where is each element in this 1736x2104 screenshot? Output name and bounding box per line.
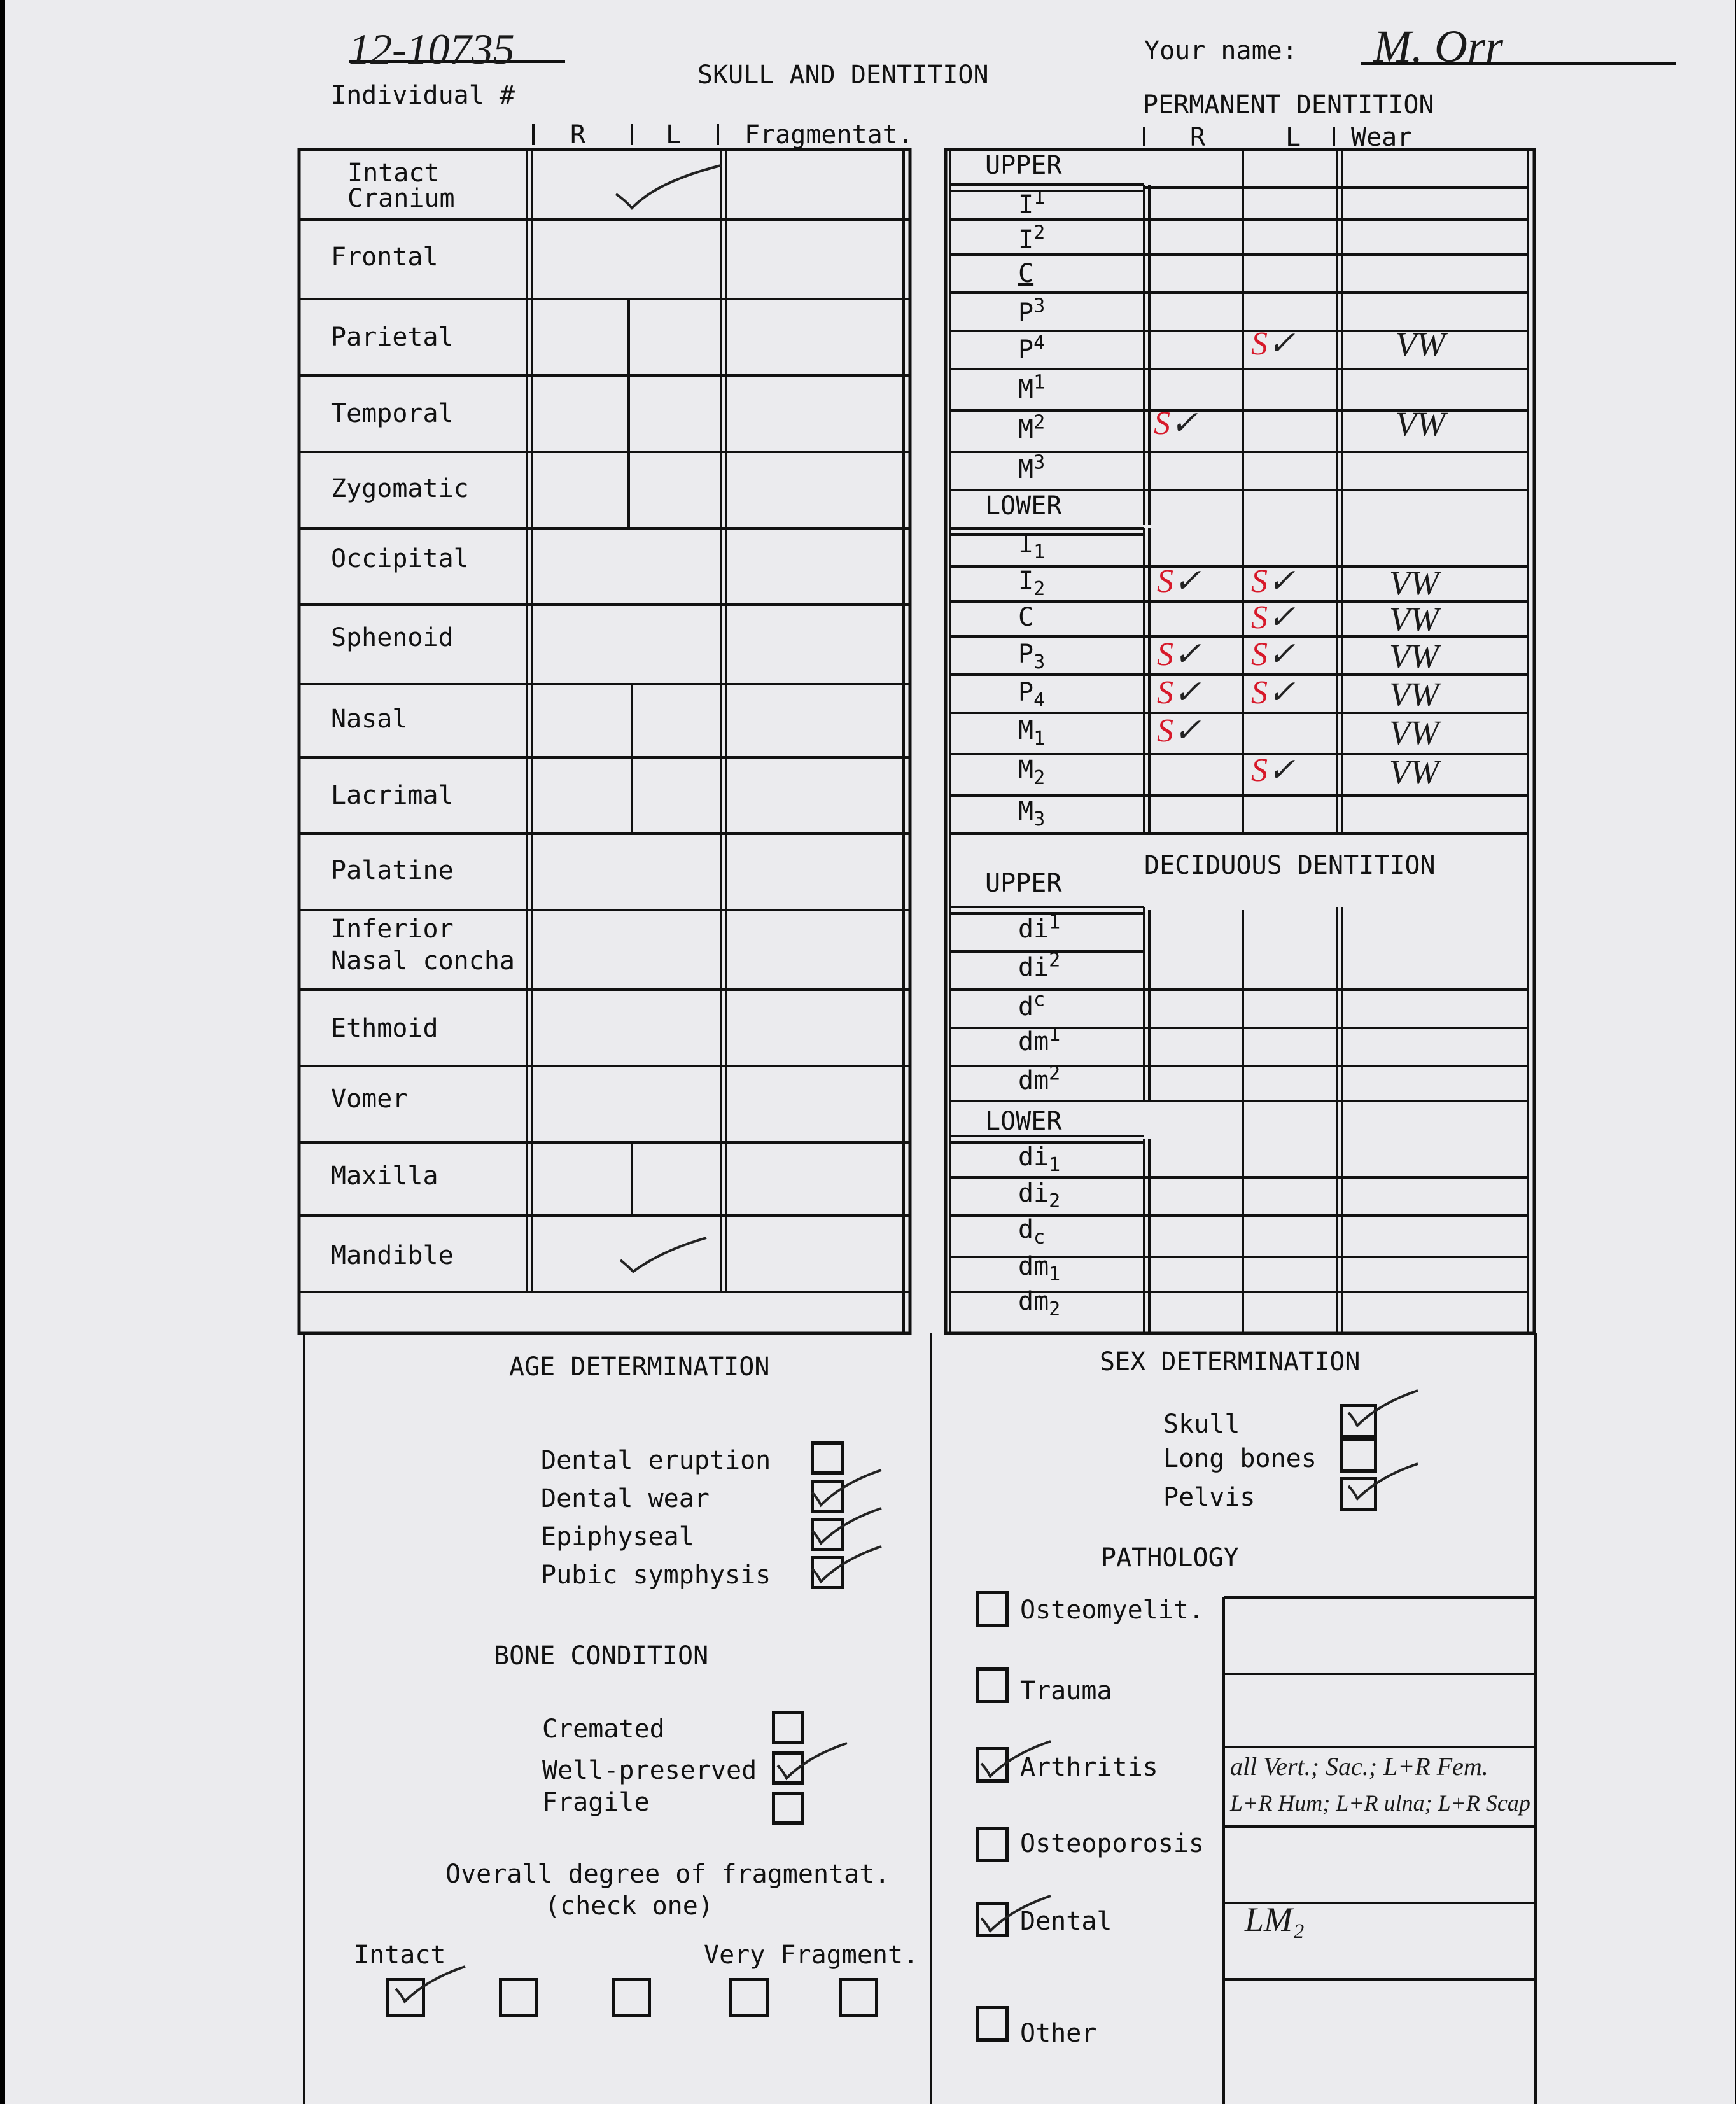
age-determination-title: AGE DETERMINATION — [509, 1352, 770, 1382]
sex-determination-title: SEX DETERMINATION — [1100, 1347, 1361, 1377]
skull-row-parietal: Parietal — [331, 323, 454, 352]
skull-row-occipital: Occipital — [331, 544, 469, 573]
decid-lower-tooth-0: $di_1$ — [1018, 1142, 1061, 1176]
intact-label: Intact — [354, 1940, 446, 1970]
fragmentation-scale-box-1[interactable] — [499, 1978, 538, 2017]
skull-row-temporal: Temporal — [331, 399, 454, 428]
perm-lower-wear-6: VW — [1389, 753, 1439, 791]
skull-row-palatine: Palatine — [331, 856, 454, 885]
skull-col-frag: Fragmentat. — [745, 120, 913, 150]
fragmentation-scale-box-2[interactable] — [612, 1978, 651, 2017]
perm-upper-tooth-5: $M^1$ — [1018, 371, 1046, 404]
age-item-checkbox-3[interactable] — [811, 1556, 844, 1589]
pathology-item-label-1: Trauma — [1020, 1676, 1112, 1706]
form-sheet — [5, 0, 1735, 2104]
overall-fragmentation-line2: (check one) — [545, 1891, 713, 1921]
pathology-item-label-5: Other — [1020, 2019, 1097, 2048]
perm-lower-r-mark-5: S✓ — [1157, 713, 1201, 749]
skull-row-vomer: Vomer — [331, 1084, 408, 1114]
age-item-label-3: Pubic symphysis — [541, 1560, 771, 1590]
age-item-label-0: Dental eruption — [541, 1446, 771, 1475]
dent-col-wear: Wear — [1351, 123, 1413, 152]
perm-lower-r-mark-3: S✓ — [1157, 636, 1201, 673]
perm-upper-l-mark-4: S✓ — [1251, 326, 1296, 362]
perm-upper-tooth-2: C — [1018, 259, 1034, 288]
skull-row-inferior-nasal-concha-2: Nasal concha — [331, 946, 515, 976]
skull-col-r: R — [570, 120, 586, 150]
perm-lower-tooth-0: $I_1$ — [1018, 530, 1046, 563]
perm-lower-l-mark-2: S✓ — [1251, 600, 1296, 636]
individual-number-value: 12-10735 — [349, 25, 515, 73]
perm-upper-tooth-0: $I^1$ — [1018, 186, 1046, 220]
perm-lower-tooth-4: $P_4$ — [1018, 678, 1046, 712]
decid-upper-tooth-3: $dm^1$ — [1018, 1023, 1061, 1056]
bone-condition-title: BONE CONDITION — [494, 1641, 709, 1671]
skull-row-intact-cranium: Intact — [347, 158, 440, 188]
bone-item-checkbox-2[interactable] — [772, 1792, 804, 1825]
age-item-checkbox-1[interactable] — [811, 1480, 844, 1513]
decid-lower-label: LOWER — [985, 1107, 1062, 1136]
sex-item-label-0: Skull — [1163, 1410, 1240, 1439]
pathology-item-checkbox-4[interactable] — [976, 1902, 1009, 1937]
perm-lower-tooth-1: $I_2$ — [1018, 566, 1046, 600]
pathology-item-checkbox-2[interactable] — [976, 1747, 1009, 1783]
fragmentation-scale-box-4[interactable] — [839, 1978, 878, 2017]
sex-item-label-1: Long bones — [1163, 1444, 1317, 1473]
decid-upper-tooth-0: $di^1$ — [1018, 911, 1061, 944]
permanent-dentition-title: PERMANENT DENTITION — [1143, 90, 1434, 120]
decid-upper-tooth-1: $di^2$ — [1018, 949, 1061, 982]
decid-lower-tooth-3: $dm_1$ — [1018, 1252, 1061, 1286]
form-grid-lines — [5, 0, 1735, 2104]
perm-lower-wear-2: VW — [1389, 600, 1439, 638]
perm-upper-tooth-7: $M^3$ — [1018, 451, 1046, 484]
perm-lower-wear-5: VW — [1389, 713, 1439, 752]
pathology-title: PATHOLOGY — [1101, 1543, 1239, 1573]
pathology-item-checkbox-0[interactable] — [976, 1591, 1009, 1627]
fragmentation-scale-box-0[interactable] — [386, 1978, 425, 2017]
perm-lower-tooth-5: $M_1$ — [1018, 716, 1046, 750]
pathology-item-checkbox-1[interactable] — [976, 1667, 1009, 1703]
perm-upper-tooth-6: $M^2$ — [1018, 411, 1046, 444]
skull-row-ethmoid: Ethmoid — [331, 1014, 438, 1043]
perm-lower-l-mark-6: S✓ — [1251, 752, 1296, 789]
deciduous-dentition-title: DECIDUOUS DENTITION — [1144, 851, 1436, 880]
your-name-label: Your name: — [1144, 36, 1298, 66]
individual-number-label: Individual # — [331, 81, 515, 110]
decid-lower-tooth-4: $dm_2$ — [1018, 1287, 1061, 1321]
skull-row-inferior-nasal-concha: Inferior — [331, 915, 454, 944]
perm-upper-tooth-3: $P^3$ — [1018, 295, 1046, 328]
bone-item-checkbox-0[interactable] — [772, 1711, 804, 1744]
perm-upper-label: UPPER — [985, 151, 1062, 180]
perm-lower-tooth-6: $M_2$ — [1018, 755, 1046, 789]
perm-lower-label: LOWER — [985, 491, 1062, 521]
decid-lower-tooth-1: $di_2$ — [1018, 1179, 1061, 1212]
perm-lower-wear-1: VW — [1389, 564, 1439, 602]
decid-upper-tooth-4: $dm^2$ — [1018, 1062, 1061, 1095]
perm-lower-tooth-3: $P_3$ — [1018, 640, 1046, 673]
decid-lower-tooth-2: $d_c$ — [1018, 1215, 1046, 1249]
your-name-value: M. Orr — [1373, 21, 1504, 72]
age-item-checkbox-2[interactable] — [811, 1518, 844, 1551]
sex-item-checkbox-0[interactable] — [1340, 1404, 1377, 1438]
very-fragment-label: Very Fragment. — [704, 1940, 919, 1970]
form-title: SKULL AND DENTITION — [697, 60, 989, 90]
pathology-item-label-2: Arthritis — [1020, 1753, 1158, 1782]
skull-row-nasal: Nasal — [331, 705, 408, 734]
bone-item-label-2: Fragile — [542, 1788, 650, 1817]
perm-upper-wear-4: VW — [1396, 325, 1445, 363]
dent-col-r: R — [1190, 123, 1206, 152]
sex-item-checkbox-2[interactable] — [1340, 1477, 1377, 1511]
perm-lower-l-mark-4: S✓ — [1251, 675, 1296, 711]
pathology-item-checkbox-3[interactable] — [976, 1827, 1009, 1862]
perm-lower-l-mark-3: S✓ — [1251, 636, 1296, 673]
skull-row-frontal: Frontal — [331, 242, 438, 272]
decid-upper-label: UPPER — [985, 869, 1062, 898]
overall-fragmentation-line1: Overall degree of fragmentat. — [445, 1860, 890, 1889]
perm-upper-wear-6: VW — [1396, 405, 1445, 443]
dent-col-l: L — [1285, 123, 1301, 152]
skull-row-maxilla: Maxilla — [331, 1161, 438, 1191]
bone-item-checkbox-1[interactable] — [772, 1751, 804, 1785]
perm-lower-l-mark-1: S✓ — [1251, 563, 1296, 600]
pathology-arthritis-note: all Vert.; Sac.; L+R Fem. — [1230, 1752, 1488, 1781]
perm-upper-tooth-1: $I^2$ — [1018, 221, 1046, 255]
skull-row-zygomatic: Zygomatic — [331, 474, 469, 503]
fragmentation-scale-box-3[interactable] — [729, 1978, 769, 2017]
perm-lower-tooth-7: $M_3$ — [1018, 797, 1046, 831]
pathology-item-label-3: Osteoporosis — [1020, 1829, 1204, 1858]
skull-row-intact-cranium-2: Cranium — [347, 184, 455, 213]
perm-upper-r-mark-6: S✓ — [1154, 405, 1198, 442]
pathology-arthritis-note-2: L+R Hum; L+R ulna; L+R Scap — [1230, 1790, 1530, 1816]
perm-lower-tooth-2: $\overline{C}$ — [1018, 603, 1034, 632]
bone-item-label-1: Well-preserved — [542, 1756, 757, 1785]
age-item-label-1: Dental wear — [541, 1484, 710, 1513]
pathology-item-checkbox-5[interactable] — [976, 2006, 1009, 2042]
perm-upper-tooth-4: $P^4$ — [1018, 332, 1046, 365]
age-item-checkbox-0[interactable] — [811, 1441, 844, 1475]
pathology-item-label-0: Osteomyelit. — [1020, 1596, 1204, 1625]
perm-lower-r-mark-1: S✓ — [1157, 563, 1201, 600]
perm-lower-wear-4: VW — [1389, 675, 1439, 713]
perm-lower-wear-3: VW — [1389, 637, 1439, 675]
pathology-dental-note: LM₂ — [1245, 1900, 1305, 1939]
bone-item-label-0: Cremated — [542, 1715, 665, 1744]
perm-lower-r-mark-4: S✓ — [1157, 675, 1201, 711]
skull-row-lacrimal: Lacrimal — [331, 781, 454, 810]
skull-row-mandible: Mandible — [331, 1241, 454, 1270]
sex-item-checkbox-1[interactable] — [1340, 1438, 1377, 1473]
pathology-item-label-4: Dental — [1020, 1907, 1112, 1936]
age-item-label-2: Epiphyseal — [541, 1522, 694, 1552]
decid-upper-tooth-2: $d^c$ — [1018, 988, 1046, 1021]
sex-item-label-2: Pelvis — [1163, 1483, 1256, 1512]
skull-row-sphenoid: Sphenoid — [331, 623, 454, 652]
skull-col-l: L — [666, 120, 682, 150]
